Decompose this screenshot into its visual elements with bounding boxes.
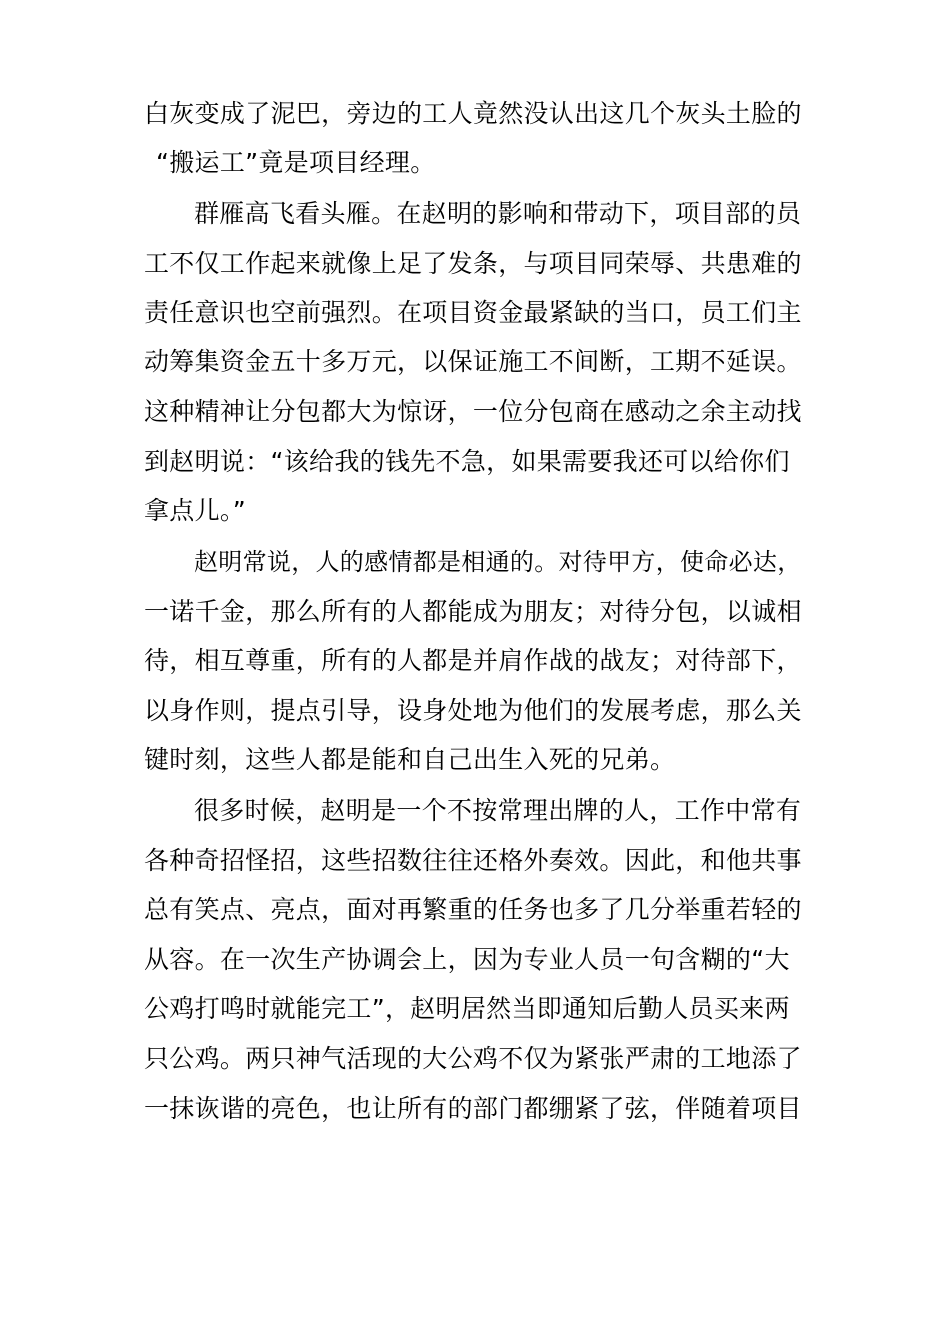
text-line: 总有笑点、亮点，面对再繁重的任务也多了几分举重若轻的 (144, 895, 802, 924)
text-line: 待，相互尊重，所有的人都是并肩作战的战友；对待部下， (144, 646, 802, 675)
text-line: 各种奇招怪招，这些招数往往还格外奏效。因此，和他共事 (144, 846, 802, 875)
text-line: 责任意识也空前强烈。在项目资金最紧缺的当口，员工们主 (144, 298, 802, 327)
text-line: 动筹集资金五十多万元，以保证施工不间断，工期不延误。 (144, 347, 802, 376)
text-line: 公鸡打鸣时就能完工”，赵明居然当即通知后勤人员买来两 (144, 994, 790, 1023)
text-line: 只公鸡。两只神气活现的大公鸡不仅为紧张严肃的工地添了 (144, 1044, 802, 1073)
text-line: 以身作则，提点引导，设身处地为他们的发展考虑，那么关 (144, 696, 802, 725)
paragraph-start-line: 赵明常说，人的感情都是相通的。对待甲方，使命必达， (194, 548, 802, 576)
text-line: “搬运工”竟是项目经理。 (156, 148, 436, 177)
paragraph-start-line: 很多时候，赵明是一个不按常理出牌的人，工作中常有 (194, 796, 802, 825)
text-line: 键时刻，这些人都是能和自己出生入死的兄弟。 (144, 745, 676, 774)
paragraph-start-line: 群雁高飞看头雁。在赵明的影响和带动下，项目部的员 (194, 199, 802, 228)
text-line: 这种精神让分包都大为惊讶，一位分包商在感动之余主动找 (144, 397, 802, 426)
text-line: 一诺千金，那么所有的人都能成为朋友；对待分包，以诚相 (144, 597, 802, 626)
text-line: 一抹诙谐的亮色，也让所有的部门都绷紧了弦，伴随着项目 (144, 1094, 802, 1123)
text-line: 到赵明说：“该给我的钱先不急，如果需要我还可以给你们 (144, 447, 790, 476)
text-line: 从容。在一次生产协调会上，因为专业人员一句含糊的“大 (144, 945, 790, 974)
text-line: 白灰变成了泥巴，旁边的工人竟然没认出这几个灰头土脸的 (144, 99, 802, 128)
text-line: 拿点儿。” (144, 496, 246, 525)
text-line: 工不仅工作起来就像上足了发条，与项目同荣辱、共患难的 (144, 249, 802, 278)
